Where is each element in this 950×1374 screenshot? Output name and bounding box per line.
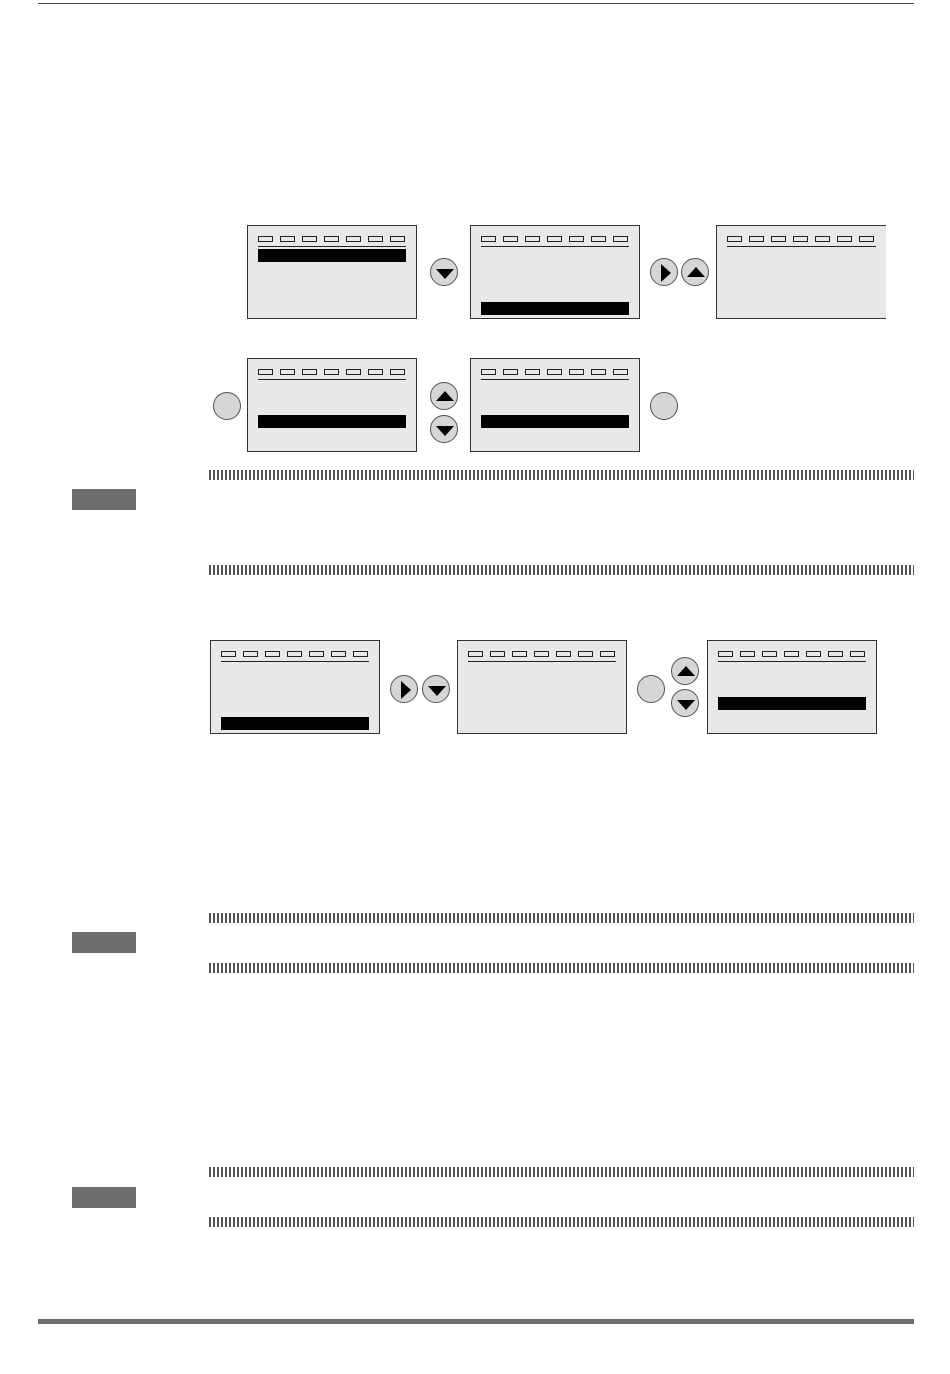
up-arrow-icon bbox=[682, 259, 710, 287]
highlight-bar bbox=[718, 697, 866, 710]
down-arrow-button[interactable] bbox=[422, 675, 450, 703]
blank-button[interactable] bbox=[650, 392, 678, 420]
down-arrow-icon bbox=[423, 676, 451, 704]
down-arrow-icon bbox=[672, 690, 700, 718]
blank-button[interactable] bbox=[637, 675, 665, 703]
right-arrow-icon bbox=[651, 259, 679, 287]
up-arrow-icon bbox=[431, 383, 459, 411]
up-arrow-button[interactable] bbox=[430, 382, 458, 410]
lcd-display bbox=[470, 225, 640, 319]
top-rule bbox=[38, 3, 914, 4]
highlight-bar bbox=[481, 302, 629, 315]
right-arrow-button[interactable] bbox=[390, 675, 418, 703]
highlight-bar bbox=[258, 415, 406, 428]
lcd-display bbox=[470, 358, 640, 452]
blank-button-icon bbox=[638, 676, 666, 704]
highlight-bar bbox=[221, 717, 369, 730]
led-row bbox=[258, 236, 405, 242]
dotted-rule bbox=[209, 913, 914, 923]
up-arrow-button[interactable] bbox=[671, 657, 699, 685]
dotted-rule bbox=[209, 1167, 914, 1177]
note-marker bbox=[72, 489, 136, 510]
highlight-bar bbox=[481, 415, 629, 428]
bottom-rule bbox=[38, 1319, 914, 1324]
note-marker bbox=[72, 1187, 136, 1208]
dotted-rule bbox=[209, 565, 914, 575]
up-arrow-icon bbox=[672, 658, 700, 686]
dotted-rule bbox=[209, 963, 914, 973]
down-arrow-icon bbox=[431, 416, 459, 444]
lcd-display bbox=[247, 225, 417, 319]
right-arrow-icon bbox=[391, 676, 419, 704]
down-arrow-button[interactable] bbox=[430, 258, 458, 286]
lcd-display bbox=[457, 640, 627, 734]
right-arrow-button[interactable] bbox=[650, 258, 678, 286]
highlight-bar bbox=[258, 249, 406, 262]
note-marker bbox=[72, 932, 136, 953]
lcd-display bbox=[247, 358, 417, 452]
dotted-rule bbox=[209, 470, 914, 480]
blank-button[interactable] bbox=[213, 392, 241, 420]
lcd-display bbox=[716, 225, 886, 319]
dotted-rule bbox=[209, 1217, 914, 1227]
down-arrow-icon bbox=[431, 259, 459, 287]
lcd-display bbox=[707, 640, 877, 734]
blank-button-icon bbox=[651, 393, 679, 421]
up-arrow-button[interactable] bbox=[681, 258, 709, 286]
blank-button-icon bbox=[214, 393, 242, 421]
down-arrow-button[interactable] bbox=[671, 689, 699, 717]
lcd-display bbox=[210, 640, 380, 734]
down-arrow-button[interactable] bbox=[430, 415, 458, 443]
